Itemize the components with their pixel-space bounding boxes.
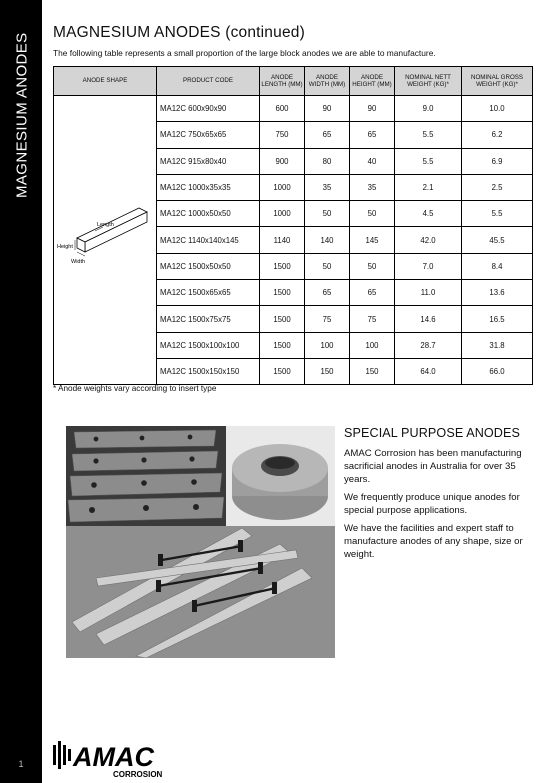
gross-weight-cell: 45.5 bbox=[462, 227, 533, 253]
height-cell: 75 bbox=[350, 306, 395, 332]
col-header-gross-weight: NOMINAL GROSS WEIGHT (KG)* bbox=[462, 67, 533, 96]
height-cell: 50 bbox=[350, 253, 395, 279]
width-cell: 75 bbox=[305, 306, 350, 332]
special-paragraph-2: We frequently produce unique anodes for special purpose applications. bbox=[344, 492, 520, 516]
amac-logo bbox=[53, 739, 183, 779]
page-title: MAGNESIUM ANODES (continued) bbox=[53, 24, 305, 41]
length-cell: 1500 bbox=[260, 332, 305, 358]
gross-weight-cell: 6.9 bbox=[462, 148, 533, 174]
width-cell: 50 bbox=[305, 201, 350, 227]
length-cell: 1500 bbox=[260, 358, 305, 384]
width-cell: 100 bbox=[305, 332, 350, 358]
width-cell: 65 bbox=[305, 122, 350, 148]
anode-table bbox=[53, 66, 533, 385]
table-footnote: * Anode weights vary according to insert type bbox=[53, 384, 217, 393]
anode-shape-diagram bbox=[55, 200, 155, 280]
nett-weight-cell: 42.0 bbox=[395, 227, 462, 253]
product-code-cell: MA12C 1500x150x150 bbox=[157, 358, 260, 384]
product-code-cell: MA12C 600x90x90 bbox=[157, 96, 260, 122]
anode-shape-diagram-cell bbox=[54, 96, 157, 385]
product-code-cell: MA12C 750x65x65 bbox=[157, 122, 260, 148]
col-header-product-code: PRODUCT CODE bbox=[157, 67, 260, 96]
length-cell: 1140 bbox=[260, 227, 305, 253]
width-cell: 140 bbox=[305, 227, 350, 253]
nett-weight-cell: 11.0 bbox=[395, 280, 462, 306]
length-cell: 1000 bbox=[260, 201, 305, 227]
height-cell: 145 bbox=[350, 227, 395, 253]
length-cell: 600 bbox=[260, 96, 305, 122]
special-paragraph-1: AMAC Corrosion has been manufacturing sacrificial anodes in Australia for over 35 years. bbox=[344, 448, 522, 485]
product-code-cell: MA12C 1500x50x50 bbox=[157, 253, 260, 279]
height-cell: 50 bbox=[350, 201, 395, 227]
gross-weight-cell: 13.6 bbox=[462, 280, 533, 306]
gross-weight-cell: 5.5 bbox=[462, 201, 533, 227]
nett-weight-cell: 9.0 bbox=[395, 96, 462, 122]
product-code-cell: MA12C 1000x35x35 bbox=[157, 174, 260, 200]
width-cell: 35 bbox=[305, 174, 350, 200]
special-paragraph-3: We have the facilities and expert staff to manufacture anodes of any shape, size or weight. bbox=[344, 523, 523, 560]
width-cell: 150 bbox=[305, 358, 350, 384]
length-cell: 900 bbox=[260, 148, 305, 174]
table-row bbox=[54, 96, 533, 122]
table-header-row bbox=[54, 67, 533, 96]
nett-weight-cell: 2.1 bbox=[395, 174, 462, 200]
height-cell: 40 bbox=[350, 148, 395, 174]
gross-weight-cell: 10.0 bbox=[462, 96, 533, 122]
width-cell: 80 bbox=[305, 148, 350, 174]
length-cell: 1000 bbox=[260, 174, 305, 200]
gross-weight-cell: 31.8 bbox=[462, 332, 533, 358]
length-cell: 1500 bbox=[260, 280, 305, 306]
gross-weight-cell: 16.5 bbox=[462, 306, 533, 332]
nett-weight-cell: 4.5 bbox=[395, 201, 462, 227]
product-code-cell: MA12C 1500x65x65 bbox=[157, 280, 260, 306]
nett-weight-cell: 5.5 bbox=[395, 148, 462, 174]
diagram-label-length: Length bbox=[97, 222, 114, 229]
anode-photo bbox=[66, 426, 335, 658]
height-cell: 35 bbox=[350, 174, 395, 200]
logo-wordmark: AMAC bbox=[73, 742, 154, 772]
nett-weight-cell: 64.0 bbox=[395, 358, 462, 384]
gross-weight-cell: 8.4 bbox=[462, 253, 533, 279]
length-cell: 750 bbox=[260, 122, 305, 148]
nett-weight-cell: 28.7 bbox=[395, 332, 462, 358]
special-purpose-section bbox=[344, 426, 539, 566]
length-cell: 1500 bbox=[260, 306, 305, 332]
gross-weight-cell: 2.5 bbox=[462, 174, 533, 200]
width-cell: 90 bbox=[305, 96, 350, 122]
logo-subtitle: CORROSION bbox=[113, 770, 163, 779]
sidebar-title: MAGNESIUM ANODES bbox=[13, 32, 31, 198]
diagram-label-height: Height bbox=[57, 244, 73, 251]
col-header-anode-shape: ANODE SHAPE bbox=[54, 67, 157, 96]
height-cell: 65 bbox=[350, 122, 395, 148]
height-cell: 90 bbox=[350, 96, 395, 122]
nett-weight-cell: 14.6 bbox=[395, 306, 462, 332]
width-cell: 50 bbox=[305, 253, 350, 279]
height-cell: 100 bbox=[350, 332, 395, 358]
gross-weight-cell: 66.0 bbox=[462, 358, 533, 384]
nett-weight-cell: 7.0 bbox=[395, 253, 462, 279]
product-code-cell: MA12C 1000x50x50 bbox=[157, 201, 260, 227]
diagram-label-width: Width bbox=[71, 259, 86, 266]
col-header-width: ANODE WIDTH (MM) bbox=[305, 67, 350, 96]
product-code-cell: MA12C 1500x100x100 bbox=[157, 332, 260, 358]
length-cell: 1500 bbox=[260, 253, 305, 279]
product-code-cell: MA12C 915x80x40 bbox=[157, 148, 260, 174]
height-cell: 150 bbox=[350, 358, 395, 384]
col-header-length: ANODE LENGTH (MM) bbox=[260, 67, 305, 96]
product-code-cell: MA12C 1140x140x145 bbox=[157, 227, 260, 253]
height-cell: 65 bbox=[350, 280, 395, 306]
width-cell: 65 bbox=[305, 280, 350, 306]
product-code-cell: MA12C 1500x75x75 bbox=[157, 306, 260, 332]
col-header-nett-weight: NOMINAL NETT WEIGHT (KG)* bbox=[395, 67, 462, 96]
sidebar bbox=[0, 0, 42, 783]
page-number: 1 bbox=[18, 759, 24, 769]
col-header-height: ANODE HEIGHT (MM) bbox=[350, 67, 395, 96]
nett-weight-cell: 5.5 bbox=[395, 122, 462, 148]
special-purpose-heading: SPECIAL PURPOSE ANODES bbox=[344, 426, 521, 440]
gross-weight-cell: 6.2 bbox=[462, 122, 533, 148]
intro-text: The following table represents a small proportion of the large block anodes we are able to manufacture. bbox=[53, 48, 436, 58]
